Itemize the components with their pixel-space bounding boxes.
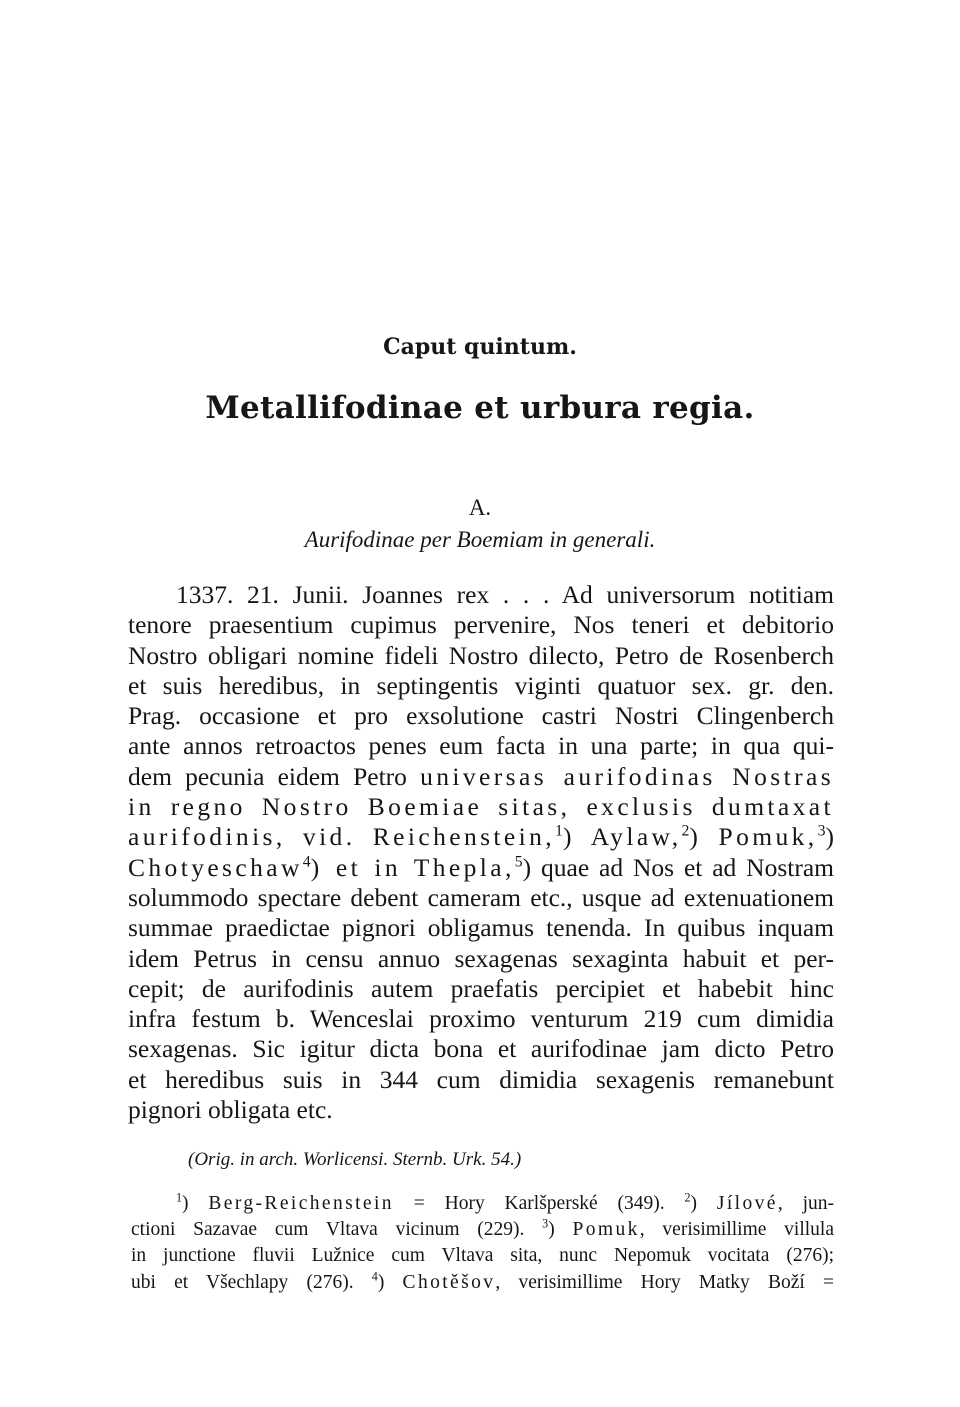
text-line bbox=[128, 762, 834, 792]
text-line: Nostro obligari nomine fideli Nostro dilecto, Petro de Rosenberch bbox=[128, 640, 834, 670]
footnote-text: , verisimillime villula bbox=[639, 1219, 835, 1241]
footnote-number: 4 bbox=[371, 1269, 378, 1284]
footnote-text: ) bbox=[548, 1219, 573, 1241]
section-subtitle: Aurifodinae per Boemiam in generali. bbox=[304, 527, 656, 552]
footnote-number: 1 bbox=[176, 1190, 183, 1205]
footnote-ref: 4 bbox=[302, 853, 311, 871]
text-line: et heredibus suis in 344 cum dimidia sexagenis remanebunt bbox=[128, 1064, 834, 1094]
spaced-text-line: in regno Nostro Boemiae sitas, exclusis dumtaxat bbox=[128, 792, 834, 822]
spaced-text: ) Aylaw, bbox=[562, 822, 682, 852]
footnote-number: 2 bbox=[684, 1190, 691, 1205]
text-segment: ) bbox=[825, 822, 834, 852]
text-line: summae praedictae pignori obligamus tenenda. In quibus inquam bbox=[128, 913, 834, 943]
footnote-ref: 5 bbox=[514, 853, 523, 871]
text-line: infra festum b. Wenceslai proximo venturum 219 cum dimidia bbox=[128, 1004, 834, 1034]
footnote-text: = Hory Karlšperské (349). bbox=[393, 1193, 685, 1214]
footnote-line bbox=[131, 1217, 834, 1243]
footnote-ref: 1 bbox=[555, 822, 563, 840]
text-line: pignori obligata etc. bbox=[128, 1095, 333, 1125]
text-line: idem Petrus in censu annuo sexagenas sexaginta habuit et per- bbox=[128, 943, 834, 973]
charter-text bbox=[128, 580, 834, 1125]
spaced-text: ) Pomuk, bbox=[689, 822, 818, 852]
footnote-term: Jílové bbox=[716, 1193, 778, 1214]
footnote-term: Chotěšov bbox=[402, 1271, 496, 1293]
section-letter: A. bbox=[468, 495, 492, 520]
text-line: sexagenas. Sic igitur dicta bona et aurifodinae jam dicto Petro bbox=[128, 1034, 834, 1064]
text-line: ante annos retroactos penes eum facta in una parte; in qua qui- bbox=[128, 731, 834, 761]
footnote-text: ctioni Sazavae cum Vltava vicinum (229). bbox=[131, 1219, 543, 1241]
text-line: tenore praesentium cupimus pervenire, Nos teneri et debitorio bbox=[128, 610, 834, 640]
footnotes bbox=[131, 1191, 834, 1296]
text-line bbox=[128, 822, 834, 852]
text-line bbox=[128, 853, 834, 883]
footnote-term: Berg-Reichenstein bbox=[208, 1193, 394, 1214]
footnote-ref: 2 bbox=[681, 822, 690, 840]
footnote-line: in junctione fluvii Lužnice cum Vltava sita, nunc Nepomuk vocitata (276); bbox=[131, 1245, 834, 1267]
text-line: solummodo spectare debent cameram etc., usque ad extenuationem bbox=[128, 882, 834, 912]
footnote-line bbox=[131, 1191, 834, 1217]
text-line: 1337. 21. Junii. Joannes rex . . . Ad universorum notitiam bbox=[176, 580, 834, 609]
spaced-text: Chotyeschaw bbox=[128, 852, 303, 882]
chapter-heading: Caput quintum. bbox=[383, 334, 577, 360]
footnote-text: , jun- bbox=[777, 1193, 834, 1214]
footnote-text: ) bbox=[182, 1193, 209, 1214]
footnote-number: 3 bbox=[542, 1216, 549, 1231]
footnote-term: Pomuk bbox=[572, 1219, 640, 1241]
text-line: Prag. occasione et pro exsolutione castri Nostri Clingenberch bbox=[128, 701, 834, 731]
text-segment: dem pecunia eidem Petro bbox=[128, 761, 407, 791]
footnote-line bbox=[131, 1270, 834, 1296]
footnote-text: ) bbox=[377, 1271, 403, 1293]
text-line: cepit; de aurifodinis autem praefatis percipiet et habebit hinc bbox=[128, 973, 834, 1003]
footnote-text: ubi et Všechlapy (276). bbox=[131, 1271, 372, 1293]
chapter-title: Metallifodinae et urbura regia. bbox=[205, 390, 755, 426]
text-line: et suis heredibus, in septingentis viginti quatuor sex. gr. den. bbox=[128, 670, 834, 700]
text-segment: ) quae ad Nos et ad Nostram bbox=[522, 852, 834, 882]
spaced-text: universas aurifodinas Nostras bbox=[420, 761, 835, 791]
footnote-text: ) bbox=[690, 1193, 717, 1214]
spaced-text: aurifodinis, vid. Reichenstein, bbox=[128, 822, 556, 852]
footnote-ref: 3 bbox=[817, 822, 826, 840]
spaced-text: ) et in Thepla, bbox=[310, 852, 515, 882]
source-citation: (Orig. in arch. Worlicensi. Sternb. Urk. 54.) bbox=[188, 1149, 522, 1170]
footnote-text: , verisimillime Hory Matky Boží = bbox=[495, 1271, 834, 1293]
